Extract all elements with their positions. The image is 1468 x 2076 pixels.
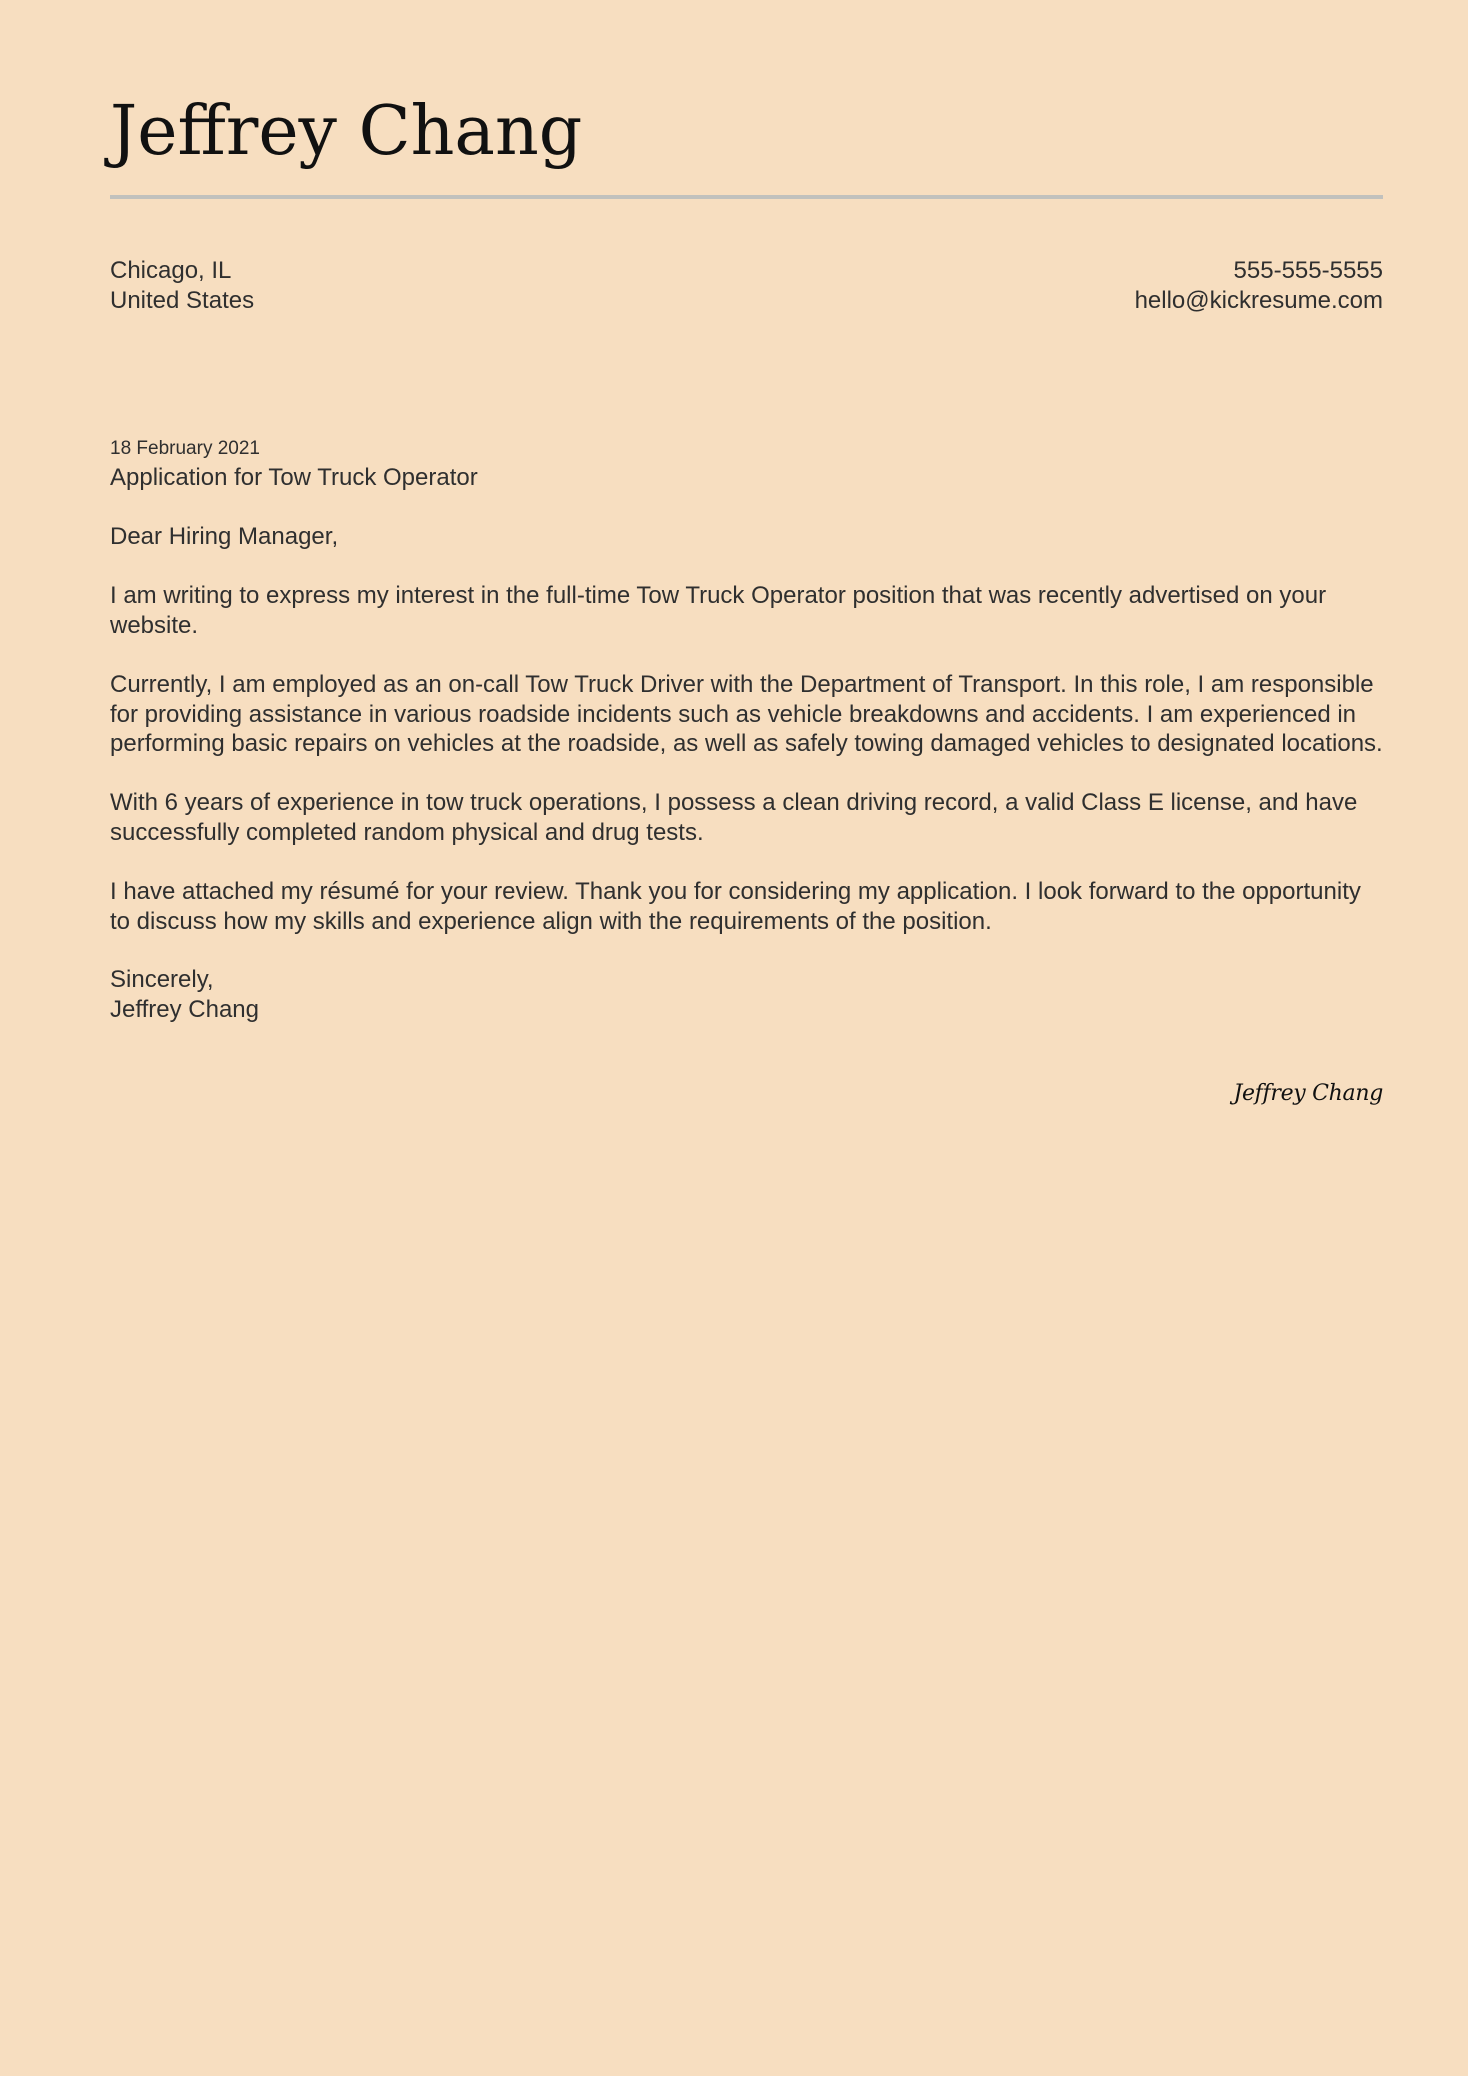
handwritten-signature: Jeffrey Chang [1233, 1081, 1383, 1106]
country: United States [110, 287, 255, 314]
body-paragraph-4: I have attached my résumé for your review. Thank you for considering my application. I look forward to the opportunity to discuss how my skills and experience align with the requirements of the position. [110, 878, 1361, 935]
address-block [110, 256, 254, 316]
body-paragraph-2: Currently, I am employed as an on-call Tow Truck Driver with the Department of Transport. In this role, I am responsible for providing assistance in various roadside incidents such as vehicle breakdowns and accidents. I am experienced in performing basic repairs on vehicles at the roadside, as well as safely towing damaged vehicles to designated locations. [110, 671, 1383, 757]
contact-block [1135, 256, 1383, 316]
closing-block [110, 965, 259, 1025]
header-divider [110, 195, 1383, 199]
closing-salutation: Sincerely, [110, 966, 214, 993]
letter-subject: Application for Tow Truck Operator [110, 464, 478, 491]
city: Chicago, IL [110, 257, 232, 284]
letter-greeting: Dear Hiring Manager, [110, 523, 339, 550]
phone: 555-555-5555 [1233, 257, 1383, 284]
email: hello@kickresume.com [1134, 287, 1383, 314]
letter-date: 18 February 2021 [110, 438, 260, 459]
applicant-name: Jeffrey Chang [110, 92, 583, 171]
body-paragraph-1: I am writing to express my interest in the full-time Tow Truck Operator position that was recently advertised on your website. [110, 582, 1327, 639]
body-paragraph-3: With 6 years of experience in tow truck operations, I possess a clean driving record, a valid Class E license, and have successfully completed random physical and drug tests. [110, 789, 1358, 846]
closing-name: Jeffrey Chang [110, 996, 259, 1023]
